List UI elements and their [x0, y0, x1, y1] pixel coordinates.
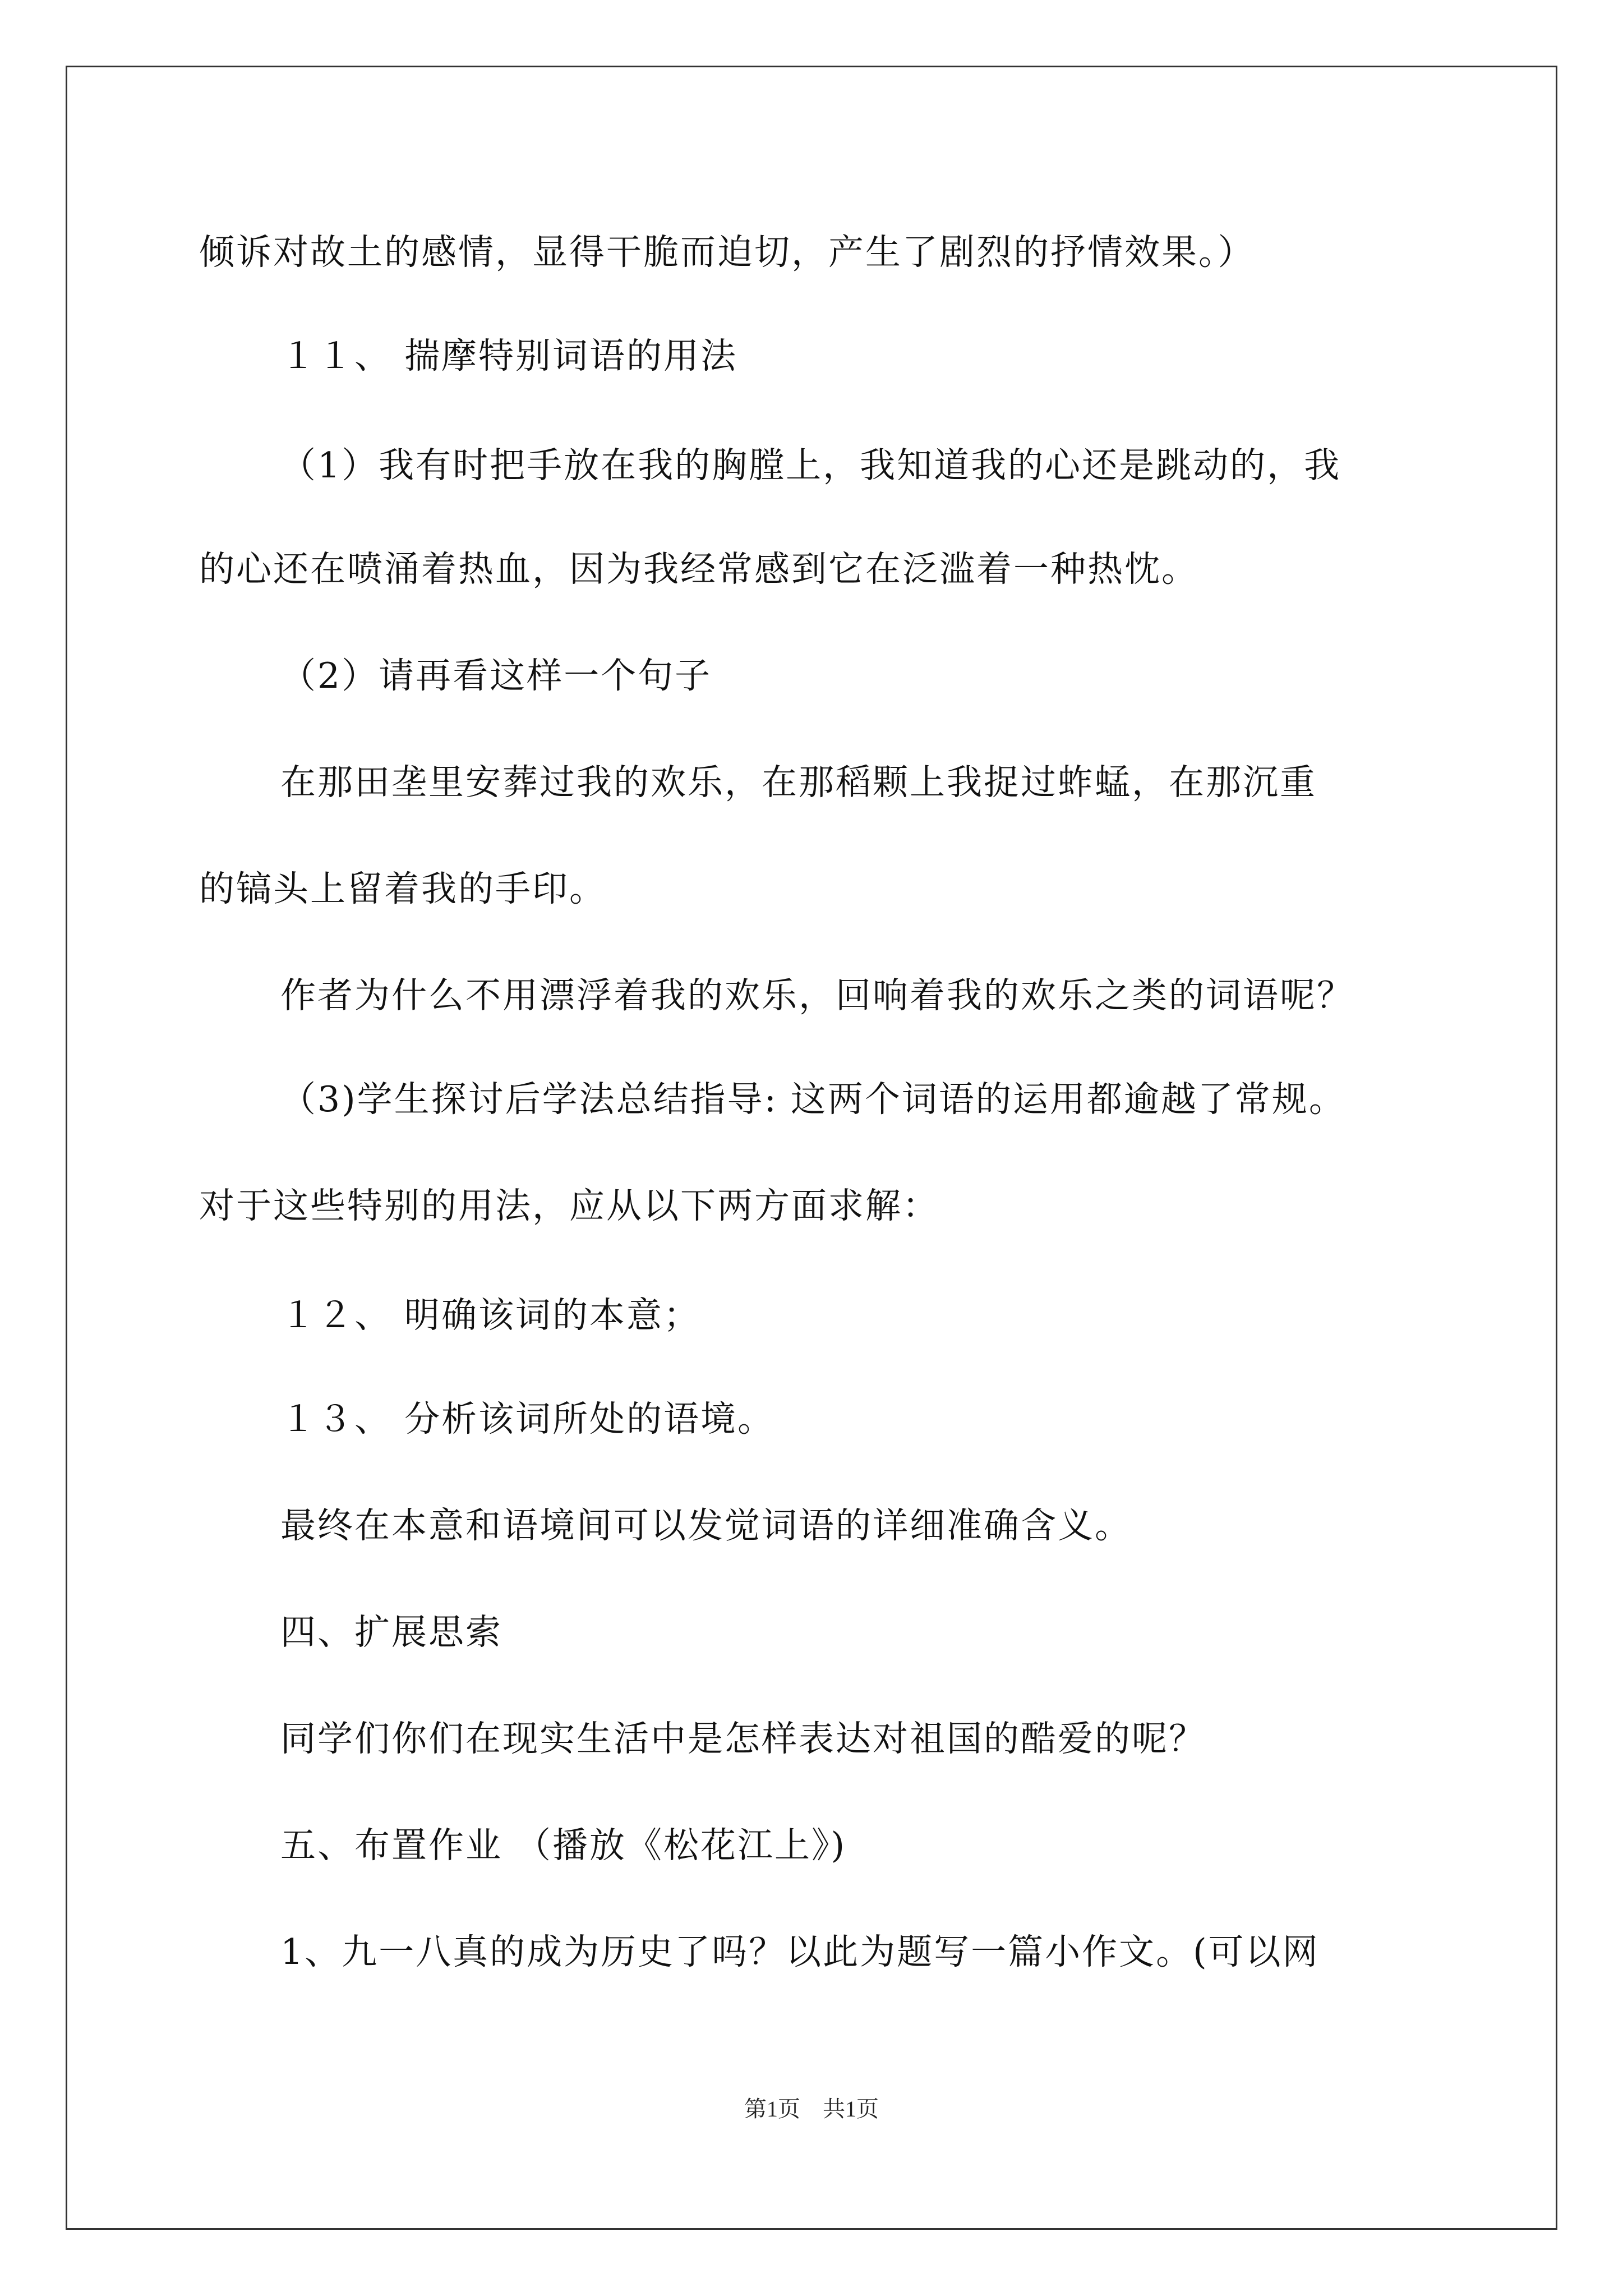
paragraph-line: 1、九一八真的成为历史了吗？以此为题写一篇小作文。(可以网 [280, 1931, 1320, 1972]
section-heading-12: １２、 明确该词的本意； [280, 1295, 701, 1336]
paragraph-line: （3)学生探讨后学法总结指导: 这两个词语的运用都逾越了常规。 [280, 1079, 1346, 1120]
paragraph-line: 最终在本意和语境间可以发觉词语的详细准确含义。 [280, 1505, 1132, 1546]
section-heading-5: 五、布置作业 （播放《松花江上》) [280, 1825, 847, 1866]
paragraph-line: （1）我有时把手放在我的胸膛上，我知道我的心还是跳动的，我 [280, 445, 1341, 486]
paragraph-line: 倾诉对故土的感情，显得干脆而迫切，产生了剧烈的抒情效果。） [199, 232, 1255, 273]
paragraph-line: 的镐头上留着我的手印。 [199, 868, 606, 909]
section-heading-13: １３、 分析该词所处的语境。 [280, 1398, 775, 1439]
page-footer: 第1页 共1页 [744, 2096, 879, 2122]
paragraph-line: 同学们你们在现实生活中是怎样表达对祖国的酷爱的呢？ [280, 1718, 1206, 1759]
paragraph-line: 作者为什么不用漂浮着我的欢乐，回响着我的欢乐之类的词语呢？ [280, 975, 1354, 1016]
paragraph-line: 的心还在喷涌着热血，因为我经常感到它在泛滥着一种热忱。 [199, 549, 1198, 590]
paragraph-line: 在那田垄里安葬过我的欢乐，在那稻颗上我捉过蚱蜢，在那沉重 [280, 762, 1317, 803]
section-heading-11: １１、 揣摩特别词语的用法 [280, 335, 738, 376]
section-heading-4: 四、扩展思索 [280, 1612, 502, 1653]
paragraph-line: （2）请再看这样一个句子 [280, 655, 712, 696]
page-border [66, 66, 1557, 2230]
paragraph-line: 对于这些特别的用法，应从以下两方面求解： [199, 1185, 939, 1226]
